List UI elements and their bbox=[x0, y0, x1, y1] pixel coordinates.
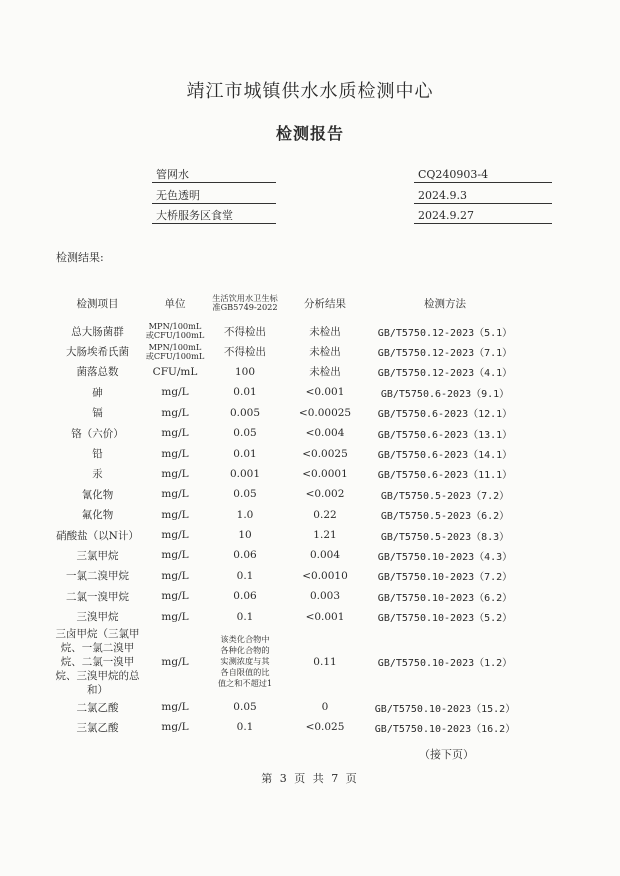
header-item: 检测项目 bbox=[76, 297, 119, 310]
table-row bbox=[50, 484, 525, 504]
standard-cell: 100 bbox=[234, 365, 256, 378]
unit-cell: mg/L bbox=[161, 386, 189, 399]
results-table bbox=[50, 285, 525, 738]
unit-cell: mg/L bbox=[161, 610, 189, 623]
item-cell: 大肠埃希氏菌 bbox=[66, 346, 129, 359]
item-cell: 菌落总数 bbox=[76, 366, 119, 379]
item-cell: 一氯二溴甲烷 bbox=[66, 570, 129, 583]
unit-cell: MPN/100mL或CFU/100mL bbox=[145, 341, 205, 361]
item-cell: 镉 bbox=[92, 407, 103, 420]
standard-cell: 0.001 bbox=[229, 467, 261, 480]
method-cell: GB/T5750.10-2023（5.2） bbox=[377, 613, 513, 625]
standard-cell: 0.1 bbox=[236, 569, 254, 582]
table-header-row bbox=[50, 285, 525, 321]
standard-cell: 不得检出 bbox=[224, 325, 266, 338]
table-row bbox=[50, 341, 525, 361]
header-unit: 单位 bbox=[164, 297, 186, 310]
method-cell: GB/T5750.12-2023（5.1） bbox=[377, 327, 513, 339]
standard-cell: 0.06 bbox=[233, 590, 257, 603]
table-row bbox=[50, 423, 525, 443]
standard-cell: 0.06 bbox=[233, 549, 257, 562]
item-cell: 三氯甲烷 bbox=[76, 549, 119, 562]
standard-cell: 0.005 bbox=[229, 406, 261, 419]
standard-cell: 0.05 bbox=[233, 701, 257, 714]
result-cell: 0.003 bbox=[309, 590, 341, 603]
table-row bbox=[50, 362, 525, 382]
header-method: 检测方法 bbox=[424, 297, 466, 310]
standard-cell: 不得检出 bbox=[224, 346, 266, 359]
table-row bbox=[50, 586, 525, 606]
unit-cell: mg/L bbox=[161, 590, 189, 603]
item-cell: 三卤甲烷（三氯甲烷、一氯二溴甲烷、二氯一溴甲烷、三溴甲烷的总和） bbox=[55, 627, 140, 696]
standard-cell: 1.0 bbox=[236, 508, 254, 521]
method-cell: GB/T5750.6-2023（11.1） bbox=[377, 470, 513, 482]
item-cell: 汞 bbox=[92, 468, 103, 481]
result-cell: <0.002 bbox=[305, 488, 345, 501]
unit-cell: mg/L bbox=[161, 721, 189, 734]
standard-cell: 0.05 bbox=[233, 488, 257, 501]
result-cell: <0.0010 bbox=[302, 569, 348, 582]
continued-note: （接下页） bbox=[419, 748, 474, 761]
unit-cell: mg/L bbox=[161, 569, 189, 582]
result-cell: <0.0025 bbox=[302, 447, 348, 460]
report-title: 检测报告 bbox=[275, 124, 344, 143]
table-row bbox=[50, 566, 525, 586]
method-cell: GB/T5750.10-2023（7.2） bbox=[377, 572, 513, 584]
unit-cell: mg/L bbox=[161, 447, 189, 460]
result-cell: 0.22 bbox=[313, 508, 337, 521]
unit-cell: mg/L bbox=[161, 701, 189, 714]
standard-cell: 0.1 bbox=[236, 721, 254, 734]
standard-cell: 0.01 bbox=[233, 447, 257, 460]
item-cell: 三溴甲烷 bbox=[76, 611, 119, 624]
header-result: 分析结果 bbox=[304, 297, 346, 310]
results-heading: 检测结果: bbox=[56, 251, 104, 264]
result-cell: <0.0001 bbox=[302, 467, 348, 480]
page-number: 第 3 页 共 7 页 bbox=[261, 772, 359, 785]
table-row bbox=[50, 545, 525, 565]
result-cell: <0.001 bbox=[305, 386, 345, 399]
method-cell: GB/T5750.6-2023（13.1） bbox=[377, 429, 513, 441]
method-cell: GB/T5750.5-2023（8.3） bbox=[380, 531, 510, 543]
result-cell: <0.00025 bbox=[298, 406, 352, 419]
item-cell: 氰化物 bbox=[81, 488, 114, 501]
method-cell: GB/T5750.10-2023（16.2） bbox=[374, 723, 516, 735]
method-cell: GB/T5750.5-2023（7.2） bbox=[380, 490, 510, 502]
item-cell: 氟化物 bbox=[81, 509, 114, 522]
unit-cell: mg/L bbox=[161, 467, 189, 480]
unit-cell: mg/L bbox=[161, 406, 189, 419]
method-cell: GB/T5750.6-2023（12.1） bbox=[377, 409, 513, 421]
result-cell: <0.001 bbox=[305, 610, 345, 623]
table-row bbox=[50, 697, 525, 717]
result-cell: 0.004 bbox=[309, 549, 341, 562]
result-cell: <0.025 bbox=[305, 721, 345, 734]
method-cell: GB/T5750.10-2023（6.2） bbox=[377, 592, 513, 604]
method-cell: GB/T5750.12-2023（7.1） bbox=[377, 348, 513, 360]
organization-title: 靖江市城镇供水水质检测中心 bbox=[186, 81, 434, 102]
result-cell: 未检出 bbox=[309, 325, 341, 338]
table-row bbox=[50, 525, 525, 545]
standard-cell: 10 bbox=[238, 529, 252, 542]
item-cell: 二氯一溴甲烷 bbox=[66, 590, 129, 603]
unit-cell: mg/L bbox=[161, 427, 189, 440]
item-cell: 砷 bbox=[92, 386, 103, 399]
method-cell: GB/T5750.10-2023（4.3） bbox=[377, 551, 513, 563]
method-cell: GB/T5750.12-2023（4.1） bbox=[377, 368, 513, 380]
table-row bbox=[50, 403, 525, 423]
table-row bbox=[50, 464, 525, 484]
item-cell: 硝酸盐（以N计） bbox=[56, 529, 139, 542]
table-row bbox=[50, 382, 525, 402]
item-cell: 总大肠菌群 bbox=[71, 325, 124, 338]
unit-cell: mg/L bbox=[161, 508, 189, 521]
unit-cell: mg/L bbox=[161, 655, 189, 668]
standard-cell: 0.01 bbox=[233, 386, 257, 399]
method-cell: GB/T5750.5-2023（6.2） bbox=[380, 511, 510, 523]
result-cell: 未检出 bbox=[309, 346, 341, 359]
unit-cell: mg/L bbox=[161, 488, 189, 501]
unit-cell: mg/L bbox=[161, 549, 189, 562]
standard-cell: 0.1 bbox=[236, 610, 254, 623]
unit-cell: mg/L bbox=[161, 529, 189, 542]
method-cell: GB/T5750.6-2023（9.1） bbox=[380, 388, 510, 400]
table-row bbox=[50, 627, 525, 697]
item-cell: 三氯乙酸 bbox=[76, 721, 119, 734]
sample-props-value: 无色透明 bbox=[152, 189, 276, 204]
standard-cell: 0.05 bbox=[233, 427, 257, 440]
table-row bbox=[50, 443, 525, 463]
sampling-date-value: 2024.9.3 bbox=[414, 189, 552, 204]
table-row bbox=[50, 606, 525, 626]
result-cell: 0 bbox=[321, 701, 329, 714]
table-row bbox=[50, 717, 525, 737]
table-row bbox=[50, 505, 525, 525]
item-cell: 铬（六价） bbox=[71, 427, 124, 440]
method-cell: GB/T5750.10-2023（1.2） bbox=[377, 658, 513, 670]
unit-cell: MPN/100mL或CFU/100mL bbox=[145, 321, 205, 341]
header-standard: 生活饮用水卫生标准GB5749-2022 bbox=[212, 293, 278, 312]
method-cell: GB/T5750.10-2023（15.2） bbox=[374, 703, 516, 715]
result-cell: 0.11 bbox=[313, 655, 337, 668]
method-cell: GB/T5750.6-2023（14.1） bbox=[377, 450, 513, 462]
result-cell: <0.004 bbox=[305, 427, 345, 440]
standard-cell: 该类化合物中各种化合物的实测浓度与其各自限值的比值之和不超过1 bbox=[217, 634, 273, 689]
item-cell: 二氯乙酸 bbox=[76, 701, 119, 714]
sample-no-value: CQ240903-4 bbox=[414, 168, 552, 183]
result-cell: 未检出 bbox=[309, 366, 341, 379]
sample-name-value: 管网水 bbox=[152, 168, 276, 183]
table-row bbox=[50, 321, 525, 341]
sampling-site-value: 大桥服务区食堂 bbox=[152, 209, 276, 224]
result-cell: 1.21 bbox=[313, 529, 337, 542]
unit-cell: CFU/mL bbox=[152, 365, 198, 378]
item-cell: 铅 bbox=[92, 448, 103, 461]
report-date-value: 2024.9.27 bbox=[414, 209, 552, 224]
